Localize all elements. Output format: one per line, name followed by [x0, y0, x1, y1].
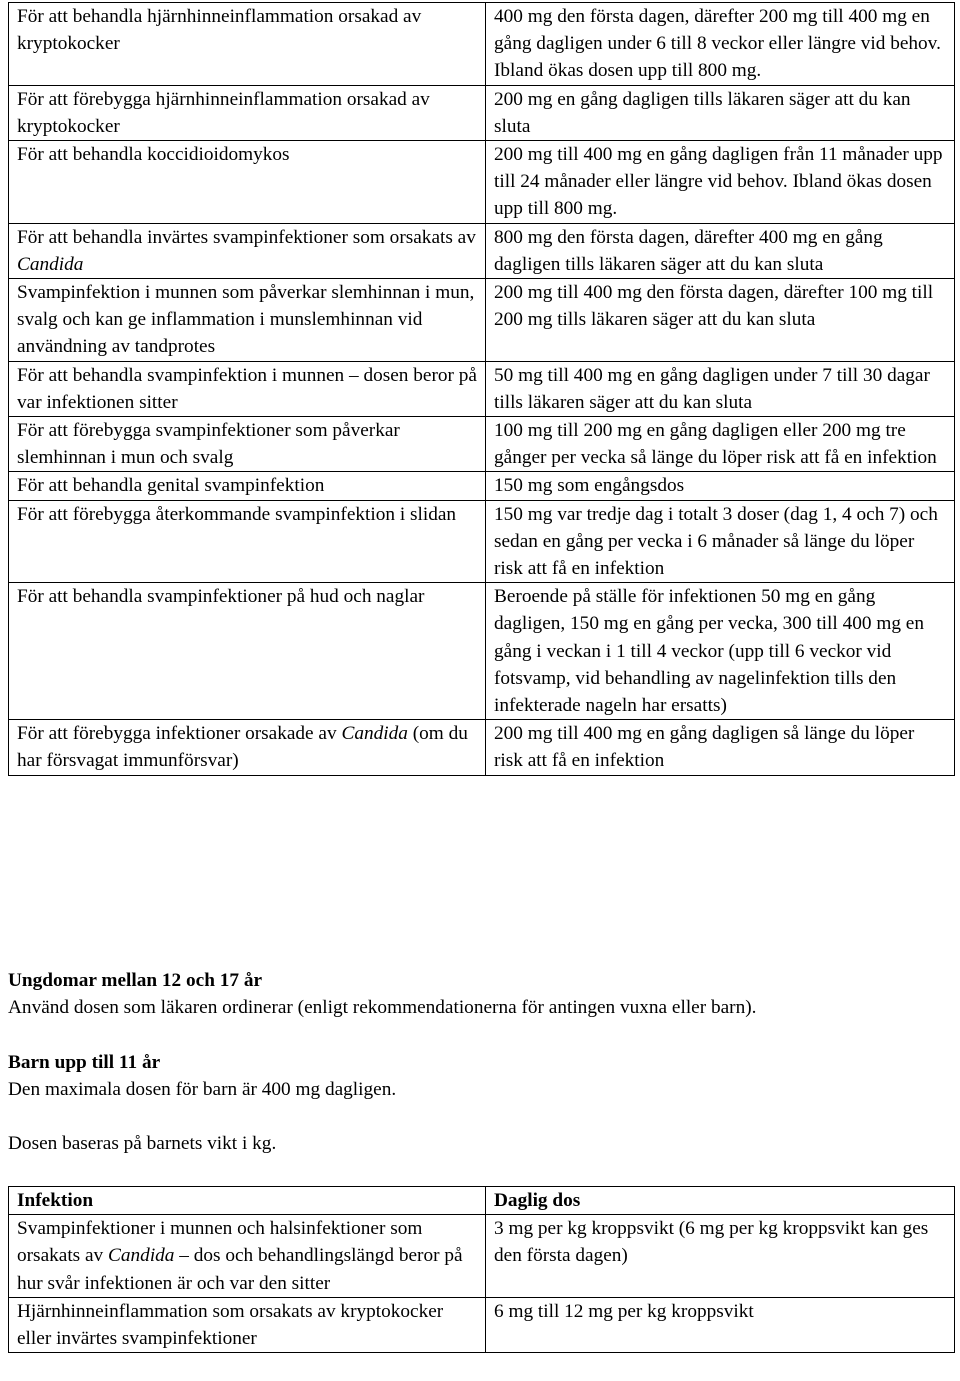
table-row: [9, 3, 955, 86]
indication-cell: För att behandla koccidioidomykos: [9, 141, 486, 224]
table-row: [9, 141, 955, 224]
infection-cell: Hjärnhinneinflammation som orsakats av kryptokocker eller invärtes svampinfektioner: [9, 1297, 486, 1352]
infection-italic-text: Candida: [108, 1245, 175, 1267]
table-row: [9, 583, 955, 720]
dose-cell: 200 mg till 400 mg en gång dagligen från 11 månader upp till 24 månader eller längre vid behov. Ibland ökas dosen upp till 800 mg.: [486, 141, 955, 224]
dose-cell: 3 mg per kg kroppsvikt (6 mg per kg kroppsvikt kan ges den första dagen): [486, 1215, 955, 1298]
dose-cell: 800 mg den första dagen, därefter 400 mg en gång dagligen tills läkaren säger att du kan sluta: [486, 223, 955, 278]
adolescents-section: [8, 967, 952, 1021]
indication-text: För att behandla invärtes svampinfektioner som orsakats av: [17, 226, 476, 248]
table-row: [9, 472, 955, 500]
indication-cell: För att behandla hjärnhinneinflammation orsakad av kryptokocker: [9, 3, 486, 86]
adult-dose-table: [8, 2, 955, 776]
indication-cell: För att behandla genital svampinfektion: [9, 472, 486, 500]
table-row: [9, 223, 955, 278]
dose-cell: 200 mg till 400 mg en gång dagligen så länge du löper risk att få en infektion: [486, 720, 955, 775]
indication-cell: [9, 223, 486, 278]
dose-cell: 150 mg som engångsdos: [486, 472, 955, 500]
adolescents-text: Använd dosen som läkaren ordinerar (enligt rekommendationerna för antingen vuxna eller barn).: [8, 997, 757, 1019]
table-row: [9, 720, 955, 775]
infection-text-post: – dos och behandlingslängd beror på hur svår infektionen är och var den sitter: [17, 1245, 463, 1294]
dose-cell: Beroende på ställe för infektionen 50 mg en gång dagligen, 150 mg en gång per vecka, 300 till 400 mg en gång i veckan i 1 till 4 veckor (upp till 6 veckor vid fotsvamp, vid behandling av nagelinfektion tills den infekterade nageln har ersatts): [486, 583, 955, 720]
indication-cell: För att behandla svampinfektioner på hud och naglar: [9, 583, 486, 720]
table-row: [9, 85, 955, 140]
table-row: [9, 1215, 955, 1298]
table-row: [9, 1297, 955, 1352]
adolescents-heading: Ungdomar mellan 12 och 17 år: [8, 970, 263, 991]
children-max-dose-text: Den maximala dosen för barn är 400 mg dagligen.: [8, 1079, 397, 1101]
adult-dose-table-wrapper: [8, 2, 952, 776]
dose-cell: 200 mg till 400 mg den första dagen, därefter 100 mg till 200 mg tills läkaren säger att du kan sluta: [486, 279, 955, 362]
dose-cell: 200 mg en gång dagligen tills läkaren säger att du kan sluta: [486, 85, 955, 140]
table-row: [9, 500, 955, 583]
table-row: [9, 417, 955, 472]
indication-text-post: (om du har försvagat immunförsvar): [17, 723, 468, 772]
child-dose-table: [8, 1186, 955, 1353]
indication-italic-text: Candida: [17, 253, 84, 275]
header-infection: Infektion: [9, 1187, 486, 1215]
children-heading: Barn upp till 11 år: [8, 1052, 161, 1073]
dose-cell: 50 mg till 400 mg en gång dagligen under 7 till 30 dagar tills läkaren säger att du kan sluta: [486, 361, 955, 416]
infection-text: Svampinfektioner i munnen och halsinfektioner som orsakats av: [17, 1218, 423, 1267]
indication-italic-text: Candida: [341, 723, 408, 745]
header-daily-dose: Daglig dos: [486, 1187, 955, 1215]
indication-cell: För att förebygga svampinfektioner som påverkar slemhinnan i mun och svalg: [9, 417, 486, 472]
children-section: [8, 1049, 952, 1158]
indication-cell: För att behandla svampinfektion i munnen – dosen beror på var infektionen sitter: [9, 361, 486, 416]
dose-cell: 150 mg var tredje dag i totalt 3 doser (dag 1, 4 och 7) och sedan en gång per vecka i 6 månader så länge du löper risk att få en infektion: [486, 500, 955, 583]
dose-cell: 100 mg till 200 mg en gång dagligen eller 200 mg tre gånger per vecka så länge du löper risk att få en infektion: [486, 417, 955, 472]
indication-text: För att förebygga infektioner orsakade av: [17, 723, 342, 745]
children-weight-text: Dosen baseras på barnets vikt i kg.: [8, 1133, 277, 1155]
table-row: [9, 279, 955, 362]
indication-cell: För att förebygga återkommande svampinfektion i slidan: [9, 500, 486, 583]
indication-cell: För att förebygga hjärnhinneinflammation orsakad av kryptokocker: [9, 85, 486, 140]
indication-cell: Svampinfektion i munnen som påverkar slemhinnan i mun, svalg och kan ge inflammation i munslemhinnan vid användning av tandprotes: [9, 279, 486, 362]
spacer: [8, 1103, 952, 1130]
indication-cell: [9, 720, 486, 775]
child-dose-table-wrapper: [8, 1186, 952, 1353]
dose-cell: 400 mg den första dagen, därefter 200 mg till 400 mg en gång dagligen under 6 till 8 veckor eller längre vid behov. Ibland ökas dosen upp till 800 mg.: [486, 3, 955, 86]
infection-cell: [9, 1215, 486, 1298]
table-header-row: [9, 1187, 955, 1215]
table-row: [9, 361, 955, 416]
dose-cell: 6 mg till 12 mg per kg kroppsvikt: [486, 1297, 955, 1352]
